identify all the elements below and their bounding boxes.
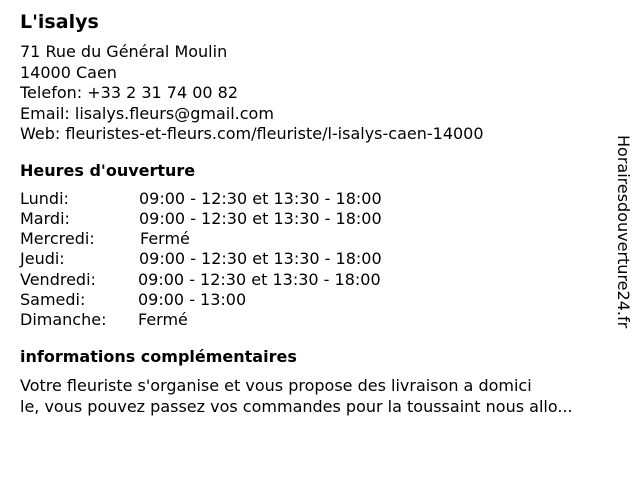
day-hours: 09:00 - 12:30 et 13:30 - 18:00 <box>139 208 382 228</box>
extra-info-line-1: Votre fleuriste s'organise et vous propose des livraison a domici <box>20 375 532 395</box>
extra-info-line-2: le, vous pouvez passez vos commandes pour la toussaint nous allo... <box>20 396 573 416</box>
day-hours: 09:00 - 12:30 et 13:30 - 18:00 <box>139 249 382 269</box>
day-label: Dimanche: <box>20 310 107 330</box>
day-label: Mercredi: <box>20 229 95 249</box>
hours-row-dimanche <box>20 310 610 330</box>
hours-row-samedi <box>20 290 610 310</box>
address-line-city: 14000 Caen <box>20 62 117 82</box>
extra-info-heading: informations complémentaires <box>20 346 297 366</box>
day-hours: 09:00 - 12:30 et 13:30 - 18:00 <box>138 269 381 289</box>
day-label: Jeudi: <box>20 249 65 269</box>
web-line: Web: fleuristes-et-fleurs.com/fleuriste/l-isalys-caen-14000 <box>20 124 484 143</box>
phone-line: Telefon: +33 2 31 74 00 82 <box>20 83 239 102</box>
day-hours: Fermé <box>140 229 190 249</box>
hours-row-lundi <box>20 189 610 209</box>
business-name: L'isalys <box>20 11 99 33</box>
hours-row-mercredi <box>20 229 610 249</box>
day-label: Samedi: <box>20 289 86 309</box>
address-line-street: 71 Rue du Général Moulin <box>20 42 228 61</box>
hours-heading: Heures d'ouverture <box>20 160 196 180</box>
day-hours: 09:00 - 12:30 et 13:30 - 18:00 <box>139 188 382 208</box>
hours-row-vendredi <box>20 270 610 290</box>
day-hours: 09:00 - 13:00 <box>138 289 247 309</box>
day-label: Vendredi: <box>20 269 96 289</box>
day-label: Mardi: <box>20 208 70 228</box>
hours-row-jeudi <box>20 249 610 269</box>
business-card <box>20 10 610 417</box>
day-hours: Fermé <box>138 310 188 330</box>
email-line: Email: lisalys.fleurs@gmail.com <box>20 103 274 123</box>
site-watermark: Horairesdouverture24.fr <box>614 135 633 329</box>
day-label: Lundi: <box>20 188 69 208</box>
hours-table <box>20 189 610 331</box>
hours-row-mardi <box>20 209 610 229</box>
